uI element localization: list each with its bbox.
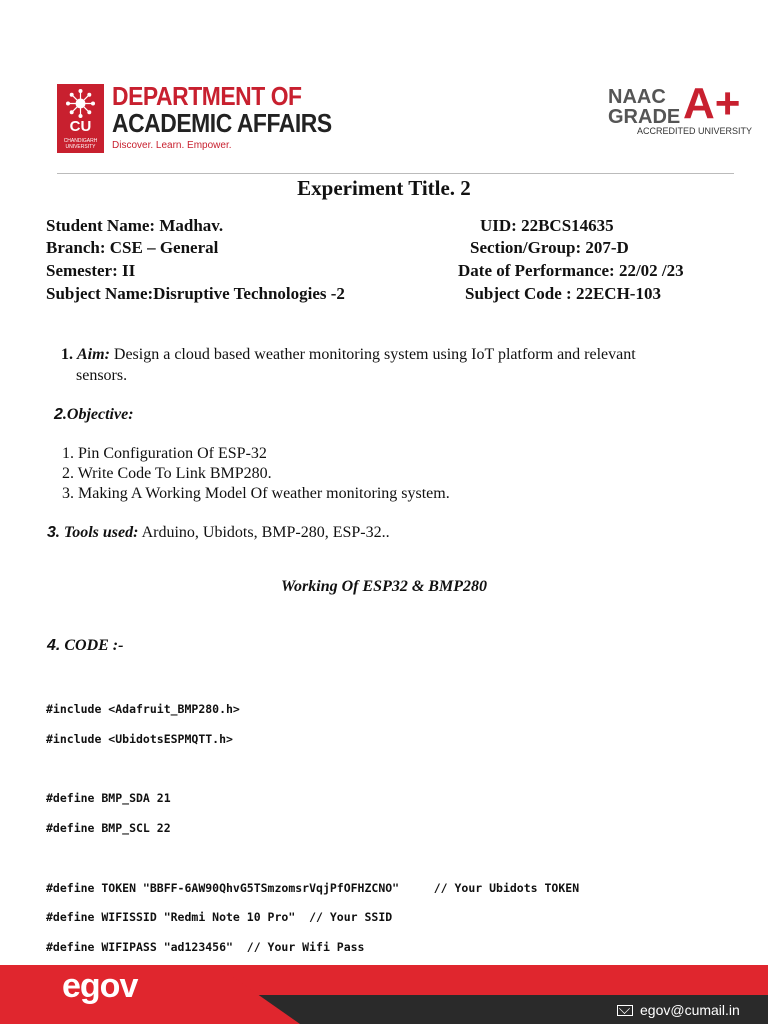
code-number: 4. bbox=[47, 637, 61, 654]
tagline: Discover. Learn. Empower. bbox=[112, 140, 232, 151]
code-label: CODE :- bbox=[64, 637, 124, 654]
code-line: #define BMP_SCL 22 bbox=[46, 821, 171, 835]
logo-cu-text: CU bbox=[69, 118, 92, 135]
objective-item: 3. Making A Working Model Of weather monitoring system. bbox=[62, 485, 450, 502]
code-line: #define TOKEN "BBFF-6AW90QhvG5TSmzomsrVqjPfOFHZCNO" // Your Ubidots TOKEN bbox=[46, 881, 580, 895]
aim-number: 1. bbox=[61, 346, 73, 363]
code-heading bbox=[47, 637, 123, 655]
aim-text: Design a cloud based weather monitoring system using IoT platform and relevant bbox=[113, 346, 636, 363]
egov-logo: egov bbox=[62, 967, 138, 1005]
objective-number: 2 bbox=[54, 406, 63, 423]
tools-label: . Tools used: bbox=[55, 524, 139, 541]
semester: Semester: II bbox=[46, 261, 136, 280]
cu-logo bbox=[57, 84, 104, 153]
mail-icon bbox=[617, 1005, 633, 1016]
header-divider bbox=[57, 173, 734, 174]
aim-text-cont: sensors. bbox=[76, 367, 128, 384]
grade-label: GRADE bbox=[608, 106, 681, 128]
subject-name: Subject Name:Disruptive Technologies -2 bbox=[46, 284, 345, 303]
section-group: Section/Group: 207-D bbox=[470, 238, 629, 257]
code-line: #define WIFISSID "Redmi Note 10 Pro" // Your SSID bbox=[46, 910, 393, 924]
date-of-performance: Date of Performance: 22/02 /23 bbox=[458, 261, 684, 280]
objective-item: 1. Pin Configuration Of ESP-32 bbox=[62, 445, 267, 462]
student-name: Student Name: Madhav. bbox=[46, 216, 224, 235]
uid: UID: 22BCS14635 bbox=[480, 216, 614, 235]
code-line: #define BMP_SDA 21 bbox=[46, 791, 171, 805]
grade-value: A+ bbox=[683, 79, 741, 128]
objective-item: 2. Write Code To Link BMP280. bbox=[62, 465, 272, 482]
tools-number: 3 bbox=[47, 524, 56, 541]
tools-text: Arduino, Ubidots, BMP-280, ESP-32.. bbox=[141, 524, 390, 541]
tools-line bbox=[47, 524, 390, 542]
accredited-label: ACCREDITED UNIVERSITY bbox=[637, 126, 753, 136]
code-line: #define WIFIPASS "ad123456" // Your Wifi Pass bbox=[46, 940, 365, 954]
branch: Branch: CSE – General bbox=[46, 238, 219, 257]
subject-code: Subject Code : 22ECH-103 bbox=[465, 284, 661, 303]
aim-label: Aim: bbox=[77, 346, 110, 363]
page-title: Experiment Title. 2 bbox=[297, 176, 471, 200]
code-line: #include <UbidotsESPMQTT.h> bbox=[46, 732, 233, 746]
footer-email[interactable]: egov@cumail.in bbox=[640, 1002, 740, 1018]
aim-line bbox=[61, 346, 636, 364]
code-line: #include <Adafruit_BMP280.h> bbox=[46, 702, 240, 716]
dept-line2: ACADEMIC AFFAIRS bbox=[112, 108, 332, 138]
dept-line1: DEPARTMENT OF bbox=[112, 81, 302, 111]
section-heading: Working Of ESP32 & BMP280 bbox=[281, 578, 487, 595]
naac-label: NAAC bbox=[608, 86, 666, 108]
logo-sub-text: CHANDIGARH UNIVERSITY bbox=[63, 138, 98, 150]
objective-heading bbox=[54, 406, 134, 424]
objective-label: .Objective: bbox=[62, 406, 134, 423]
cu-emblem-icon bbox=[64, 87, 97, 120]
